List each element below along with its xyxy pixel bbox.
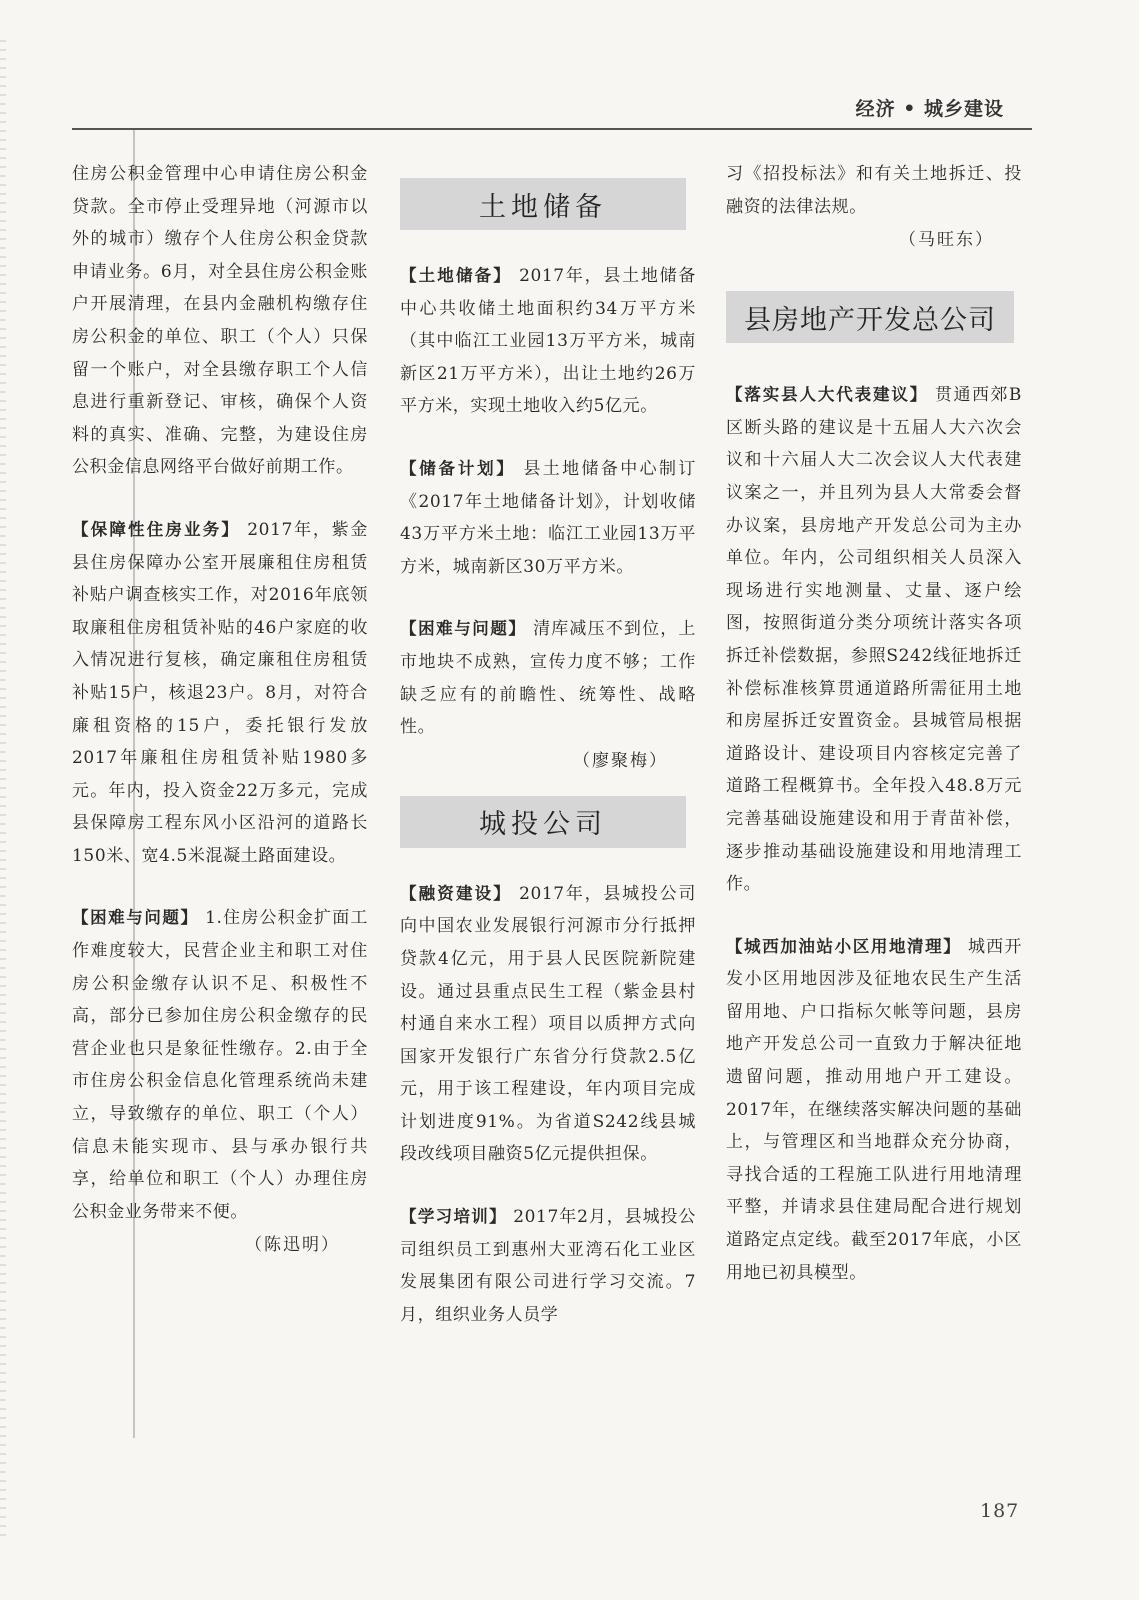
entry-heading: 【落实县人大代表建议】 [726,385,929,405]
binding-edge [0,40,6,1540]
paragraph-text: 住房公积金管理中心申请住房公积金贷款。全市停止受理异地（河源市以外的城市）缴存个人住房公积金贷款申请业务。6月，对全县住房公积金账户开展清理，在县内金融机构缴存住房公积金的单位、职工（个人）只保留一个账户，对全县缴存职工个人信息进行重新登记、审核，确保个人资料的真实、准确、完整，为建设住房公积金信息网络平台做好前期工作。 [72,164,368,478]
paragraph-reserve-difficulties [400,613,696,743]
paragraph-text: 县土地储备中心制订《2017年土地储备计划》，计划收储43万平方米土地：临江工业园13万平方米，城南新区30万平方米。 [400,458,696,577]
paragraph-npc-proposal [726,379,1022,901]
paragraph-intro [72,158,368,484]
entry-heading: 【困难与问题】 [72,908,199,928]
author-credit: （马旺东） [899,230,994,251]
entry-heading: 【土地储备】 [400,266,512,285]
paragraph-housing-security [72,514,368,873]
paragraph-text: 2017年，县土地储备中心共收储土地面积约34万平方米（其中临江工业园13万平方米，城南新区21万平方米），出让土地约26万平方米，实现土地收入约5亿元。 [400,266,696,417]
paragraph-training [400,1201,696,1331]
column-1 [72,158,368,1260]
paragraph-text: 2017年，县城投公司向中国农业发展银行河源市分行抵押贷款4亿元，用于县人民医院新院建设。通过县重点民生工程（紫金县村村通自来水工程）项目以质押方式向国家开发银行广东省分行贷款2.5亿元，用于该工程建设，年内项目完成计划进度91%。为省道S242线县城段改线项目融资5亿元提供担保。 [400,883,696,1165]
section-heading-urban-investment: 城投公司 [400,796,686,848]
entry-heading: 【困难与问题】 [400,619,527,639]
column-2 [400,158,696,1331]
section-heading-land-reserve: 土地储备 [400,178,686,230]
author-credit: （陈迅明） [245,1235,340,1256]
paragraph-difficulties [72,902,368,1228]
paragraph-text: 1.住房公积金扩面工作难度较大，民营企业主和职工对住房公积金缴存认识不足、积极性不高，部分已参加住房公积金缴存的民营企业也只是象征性缴存。2.由于全市住房公积金信息化管理系统尚未建立，导致缴存的单位、职工（个人）信息未能实现市、县与承办银行共享，给单位和职工（个人）办理住房公积金业务带来不便。 [72,908,368,1222]
author-credit: （廖聚梅） [573,750,668,771]
paragraph-text: 贯通西郊B区断头路的建议是十五届人大六次会议和十六届人大二次会议人大代表建议案之一，并且列为县人大常委会督办议案，县房地产开发总公司为主办单位。年内，公司组织相关人员深入现场进行实地测量、丈量、逐户绘图，按照街道分类分项统计落实各项拆迁补偿数据，参照S242线征地拆迁补偿标准核算贯通道路所需征用土地和房屋拆迁安置资金。县城管局根据道路设计、建设项目内容核定完善了道路工程概算书。全年投入48.8万元完善基础设施建设和用于青苗补偿，逐步推动基础设施建设和用地清理工作。 [726,385,1023,895]
paragraph-text: 习《招投标法》和有关土地拆迁、投融资的法律法规。 [726,164,1022,217]
paragraph-text: 2017年2月，县城投公司组织员工到惠州大亚湾石化工业区发展集团有限公司进行学习交流。7月，组织业务人员学 [400,1207,697,1325]
paragraph-land-reserve [400,260,696,423]
paragraph-financing [400,878,696,1171]
paragraph-text: 清库减压不到位，上市地块不成熟，宣传力度不够；工作缺乏应有的前瞻性、统筹性、战略性。 [400,619,697,738]
entry-heading: 【融资建设】 [400,883,512,903]
entry-heading: 【储备计划】 [400,458,516,478]
paragraph-continued [726,158,1022,223]
entry-heading: 【学习培训】 [400,1207,507,1227]
entry-heading: 【保障性住房业务】 [72,519,241,539]
column-3 [726,158,1022,1289]
running-header [72,92,1032,130]
section-heading-real-estate: 县房地产开发总公司 [726,291,1014,343]
entry-heading: 【城西加油站小区用地清理】 [726,936,962,956]
page-number: 187 [980,1500,1020,1522]
paragraph-reserve-plan [400,453,696,583]
paragraph-text: 2017年，紫金县住房保障办公室开展廉租住房租赁补贴户调查核实工作，对2016年底领取廉租住房租赁补贴的46户家庭的收入情况进行复核，确定廉租住房租赁补贴15户，核退23户。8月，对符合廉租资格的15户，委托银行发放2017年廉租住房租赁补贴1980多元。年内，投入资金22万多元，完成县保障房工程东风小区沿河的道路长150米、宽4.5米混凝土路面建设。 [72,519,368,866]
paragraph-land-clearing [726,931,1022,1290]
paragraph-text: 城西开发小区用地因涉及征地农民生产生活留用地、户口指标欠帐等问题，县房地产开发总公司一直致力于解决征地遗留问题，推动用地户开工建设。2017年，在继续落实解决问题的基础上，与管理区和当地群众充分协商，寻找合适的工程施工队进行用地清理平整，并请求县住建局配合进行规划道路定点定线。截至2017年底，小区用地已初具模型。 [726,936,1022,1283]
section-title: 经济 • 城乡建设 [855,98,1004,120]
